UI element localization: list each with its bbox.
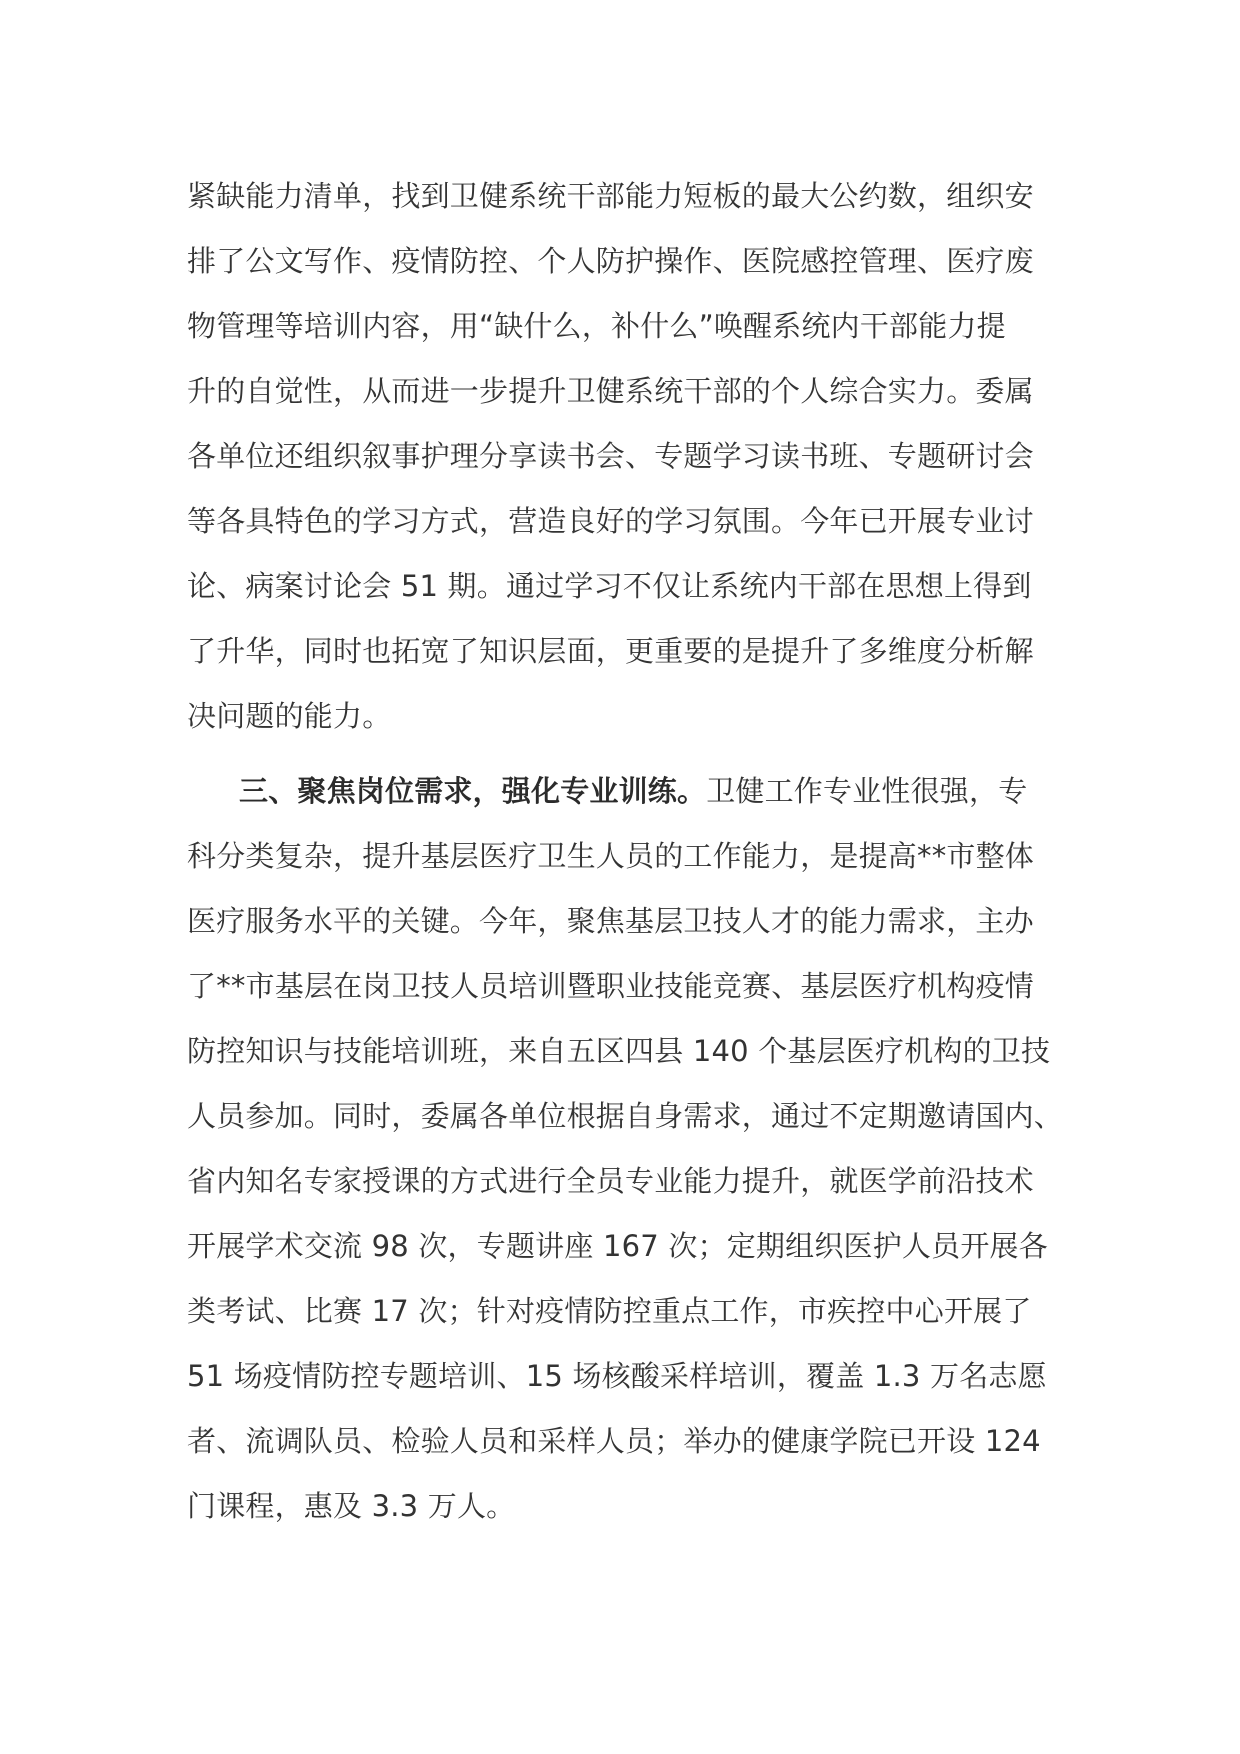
text-line: 门课程，惠及 3.3 万人。 — [187, 1489, 516, 1523]
text-line: 各单位还组织叙事护理分享读书会、专题学习读书班、专题研讨会 — [187, 439, 1034, 473]
text-line: 紧缺能力清单，找到卫健系统干部能力短板的最大公约数，组织安 — [187, 179, 1034, 213]
text-line: 开展学术交流 98 次，专题讲座 167 次；定期组织医护人员开展各 — [187, 1229, 1048, 1263]
text-line: 论、病案讨论会 51 期。通过学习不仅让系统内干部在思想上得到 — [187, 569, 1032, 603]
text-line: 省内知名专家授课的方式进行全员专业能力提升，就医学前沿技术 — [187, 1164, 1034, 1198]
section-heading-continuation: 卫健工作专业性很强，专 — [706, 774, 1028, 808]
text-line: 科分类复杂，提升基层医疗卫生人员的工作能力，是提高**市整体 — [187, 839, 1035, 873]
text-line: 防控知识与技能培训班，来自五区四县 140 个基层医疗机构的卫技 — [187, 1034, 1051, 1068]
text-line: 者、流调队员、检验人员和采样人员；举办的健康学院已开设 124 — [187, 1424, 1041, 1458]
text-line: 医疗服务水平的关键。今年，聚焦基层卫技人才的能力需求，主办 — [187, 904, 1034, 938]
text-line: 物管理等培训内容，用“缺什么，补什么”唤醒系统内干部能力提 — [187, 309, 1006, 343]
paragraph-gap — [187, 749, 1057, 759]
text-line: 类考试、比赛 17 次；针对疫情防控重点工作，市疾控中心开展了 — [187, 1294, 1032, 1328]
text-line: 等各具特色的学习方式，营造良好的学习氛围。今年已开展专业讨 — [187, 504, 1034, 538]
text-line: 决问题的能力。 — [187, 699, 392, 733]
paragraph-2 — [187, 759, 1064, 1539]
text-line: 升的自觉性，从而进一步提升卫健系统干部的个人综合实力。委属 — [187, 374, 1034, 408]
section-heading: 三、聚焦岗位需求，强化专业训练。 — [239, 774, 707, 808]
paragraph-1 — [187, 164, 1057, 749]
text-line: 了**市基层在岗卫技人员培训暨职业技能竞赛、基层医疗机构疫情 — [187, 969, 1035, 1003]
text-line: 51 场疫情防控专题培训、15 场核酸采样培训，覆盖 1.3 万名志愿 — [187, 1359, 1047, 1393]
text-line-first — [187, 759, 1057, 824]
text-line: 人员参加。同时，委属各单位根据自身需求，通过不定期邀请国内、 — [187, 1099, 1064, 1133]
text-line: 了升华，同时也拓宽了知识层面，更重要的是提升了多维度分析解 — [187, 634, 1034, 668]
text-line: 排了公文写作、疫情防控、个人防护操作、医院感控管理、医疗废 — [187, 244, 1034, 278]
document-body — [187, 164, 1064, 1539]
